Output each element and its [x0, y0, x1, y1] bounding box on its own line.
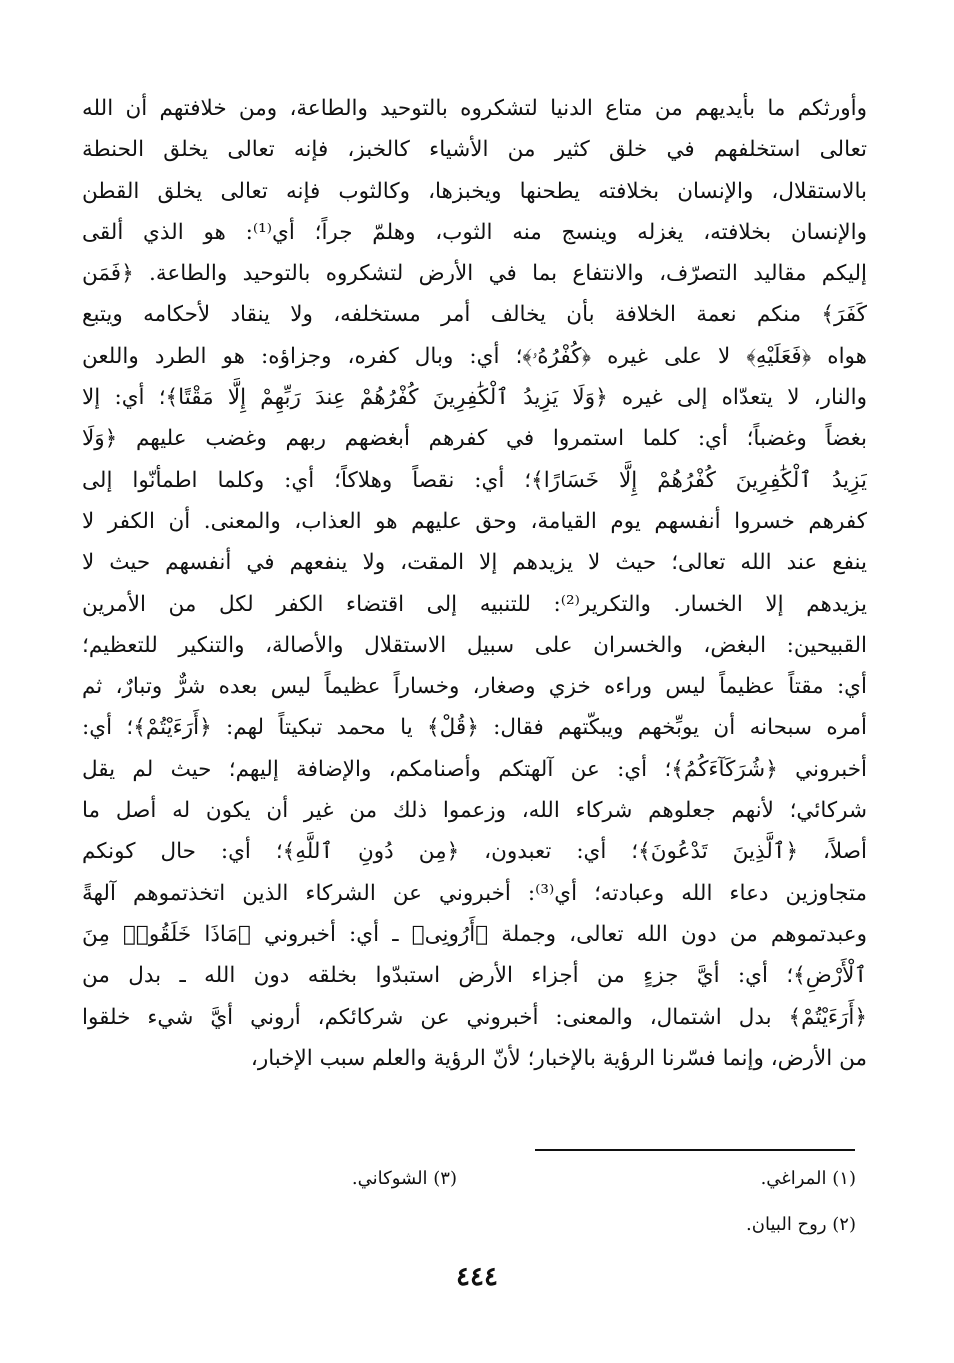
footnote-2: (٢) روح البيان.	[746, 1214, 856, 1235]
text-line: تعالى استخلفهم في خلق كثير من الأشياء كالخبز، فإنه تعالى يخلق الحنطة	[82, 137, 867, 163]
text-line: متجاوزين دعاء الله وعبادته؛ أي⁽³⁾: أخبروني عن الشركاء الذين اتخذتموهم آلهةً	[82, 880, 867, 906]
text-line: كفرهم خسروا أنفسهم يوم القيامة، وحق عليهم هو العذاب، والمعنى. أن الكفر لا	[82, 508, 867, 534]
footnote-1: (١) المراغي.	[760, 1168, 856, 1189]
page-number: ٤٤٤	[456, 1262, 498, 1292]
text-line: ٱلْأَرْضِ﴾؛ أي: أيَّ جزءٍ من أجزاء الأرض استبدّوا بخلقه دون الله ـ بدل من	[82, 963, 867, 989]
text-line: أمره سبحانه أن يوبِّخهم ويبكّتهم فقال: ﴿قُلْ﴾ يا محمد تبكيتاً لهم: ﴿أَرَءَيْتُمْ﴾؛ أي:	[82, 715, 867, 741]
text-line: هواه ﴿فَعَلَيْهِ﴾ لا على غيره ﴿كُفْرُهُۥ﴾؛ أي: وبال كفره، وجزاؤه: هو الطرد واللعن	[82, 343, 867, 369]
text-line: ينفع عند الله تعالى؛ حيث لا يزيدهم إلا المقت، ولا ينفعهم في أنفسهم حيث لا	[82, 550, 867, 576]
text-line: ﴿أَرَءَيْتُمْ﴾ بدل اشتمال، والمعنى: أخبروني عن شركائكم، أروني أيَّ شيء خلقوا	[82, 1004, 867, 1030]
text-line: أي: مقتاً عظيماً ليس وراءه خزي وصغار، وخساراً عظيماً ليس بعده شرٌّ وتبارٌ، ثم	[82, 674, 867, 700]
footnote-3: (٣) الشوكاني.	[351, 1168, 457, 1189]
text-line: كَفَرَ﴾ منكم نعمة الخلافة بأن يخالف أمر مستخلفه، ولا ينقاد لأحكامه ويتبع	[82, 302, 867, 328]
text-line: وأورثكم ما بأيديهم من متاع الدنيا لتشكروه بالتوحيد والطاعة، ومن خلافتهم أن الله	[82, 96, 867, 121]
footnote-divider	[535, 1149, 855, 1151]
text-line: أصلاً، ﴿ٱلَّذِينَ تَدْعُونَ﴾؛ أي: تعبدون، ﴿مِن دُونِ ٱللَّهِ﴾؛ أي: حال كونكم	[82, 839, 867, 865]
text-line: أخبروني ﴿شُرَكَآءَكُمُ﴾؛ أي: عن آلهتكم وأصنامكم، والإضافة إليهم؛ حيث لم يقل	[82, 756, 867, 782]
text-line: يزيدهم إلا الخسار. والتكرير⁽²⁾: للتنبيه إلى اقتضاء الكفر لكل من الأمرين	[82, 591, 867, 617]
main-text-block	[82, 88, 867, 1079]
text-line: بالاستقلال، والإنسان بخلافته يطحنها ويخبزها، وكالثوب فإنه تعالى يخلق القطن	[82, 178, 867, 204]
text-line: يَزِيدُ ٱلْكَٰفِرِينَ كُفْرُهُمْ إِلَّا خَسَارًا﴾؛ أي: نقصاً وهلاكاً؛ أي: وكلما اطمأنّوا إلى	[82, 467, 867, 493]
text-line: والنار، لا يتعدّاه إلى غيره ﴿وَلَا يَزِيدُ ٱلْكَٰفِرِينَ كُفْرُهُمْ عِندَ رَبِّهِمْ إِلَّا مَقْتًا﴾؛ أي: إلا	[82, 385, 867, 411]
text-line: والإنسان بخلافته، يغزله وينسج منه الثوب، وهلمّ جراً؛ أي⁽¹⁾: هو الذي ألقى	[82, 219, 867, 245]
text-line: شركائي؛ لأنهم جعلوهم شركاء الله، وزعموا ذلك من غير أن يكون له أصل ما	[82, 798, 867, 824]
text-line: وعبدتموهم من دون الله تعالى، وجملة ﴿أَرُونِى﴾ ـ أي: أخبروني ﴿مَاذَا خَلَقُوا۟ مِنَ	[82, 921, 867, 947]
text-line: من الأرض، وإنما فسّرنا الرؤية بالإخبار؛ لأنّ الرؤية والعلم سبب الإخبار،	[250, 1045, 867, 1071]
text-line: القبيحين: البغض، والخسران على سبيل الاستقلال والأصالة، والتنكير للتعظيم؛	[82, 632, 867, 658]
text-line: بغضاً وغضباً؛ أي: كلما استمروا في كفرهم أبغضهم ربهم وغضب عليهم ﴿وَلَا	[82, 426, 867, 452]
text-line: إليكم مقاليد التصرّف، والانتفاع بما في الأرض لتشكروه بالتوحيد والطاعة. ﴿فَمَن	[82, 261, 867, 287]
